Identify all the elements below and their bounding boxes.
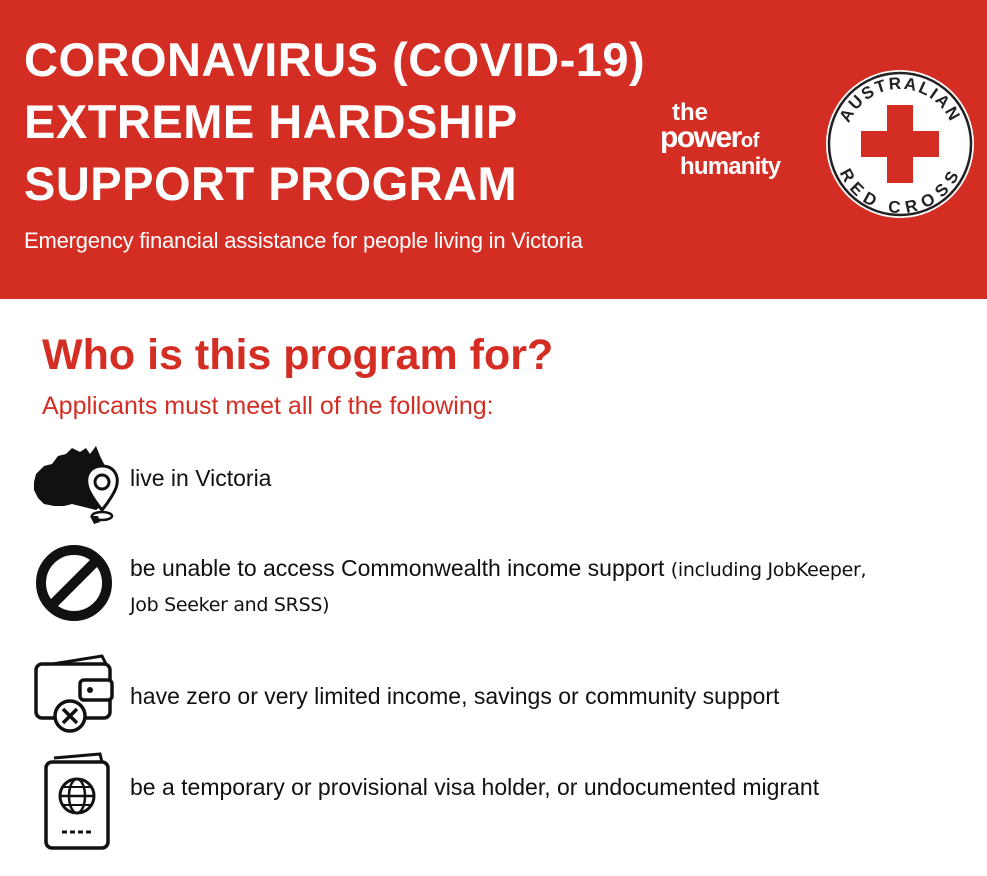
australia-map-pin-icon — [30, 444, 126, 536]
requirement-1-text: live in Victoria — [130, 465, 272, 491]
requirement-2-detail-1: (including JobKeeper, — [670, 559, 867, 581]
tagline-power: power — [660, 121, 741, 154]
program-title-line-3: SUPPORT PROGRAM — [24, 157, 518, 210]
program-title-line-2: EXTREME HARDSHIP — [24, 95, 518, 148]
section-lead: Applicants must meet all of the following: — [42, 392, 494, 420]
tagline-line-1: the — [672, 99, 708, 126]
requirement-3-text: have zero or very limited income, savings or community support — [130, 683, 780, 709]
passport-icon — [42, 752, 112, 852]
tagline-line-2 — [660, 121, 810, 154]
requirement-2-detail-2: Job Seeker and SRSS) — [130, 594, 330, 616]
svg-text:AUSTRALIAN: AUSTRALIAN — [835, 73, 965, 126]
tagline-of: of — [740, 130, 759, 152]
requirement-2-text — [130, 551, 866, 587]
svg-text:RED CROSS: RED CROSS — [835, 165, 965, 218]
section-heading: Who is this program for? — [42, 331, 554, 379]
prohibited-icon — [34, 543, 114, 623]
requirement-2-main: be unable to access Commonwealth income support — [130, 555, 671, 581]
program-title-line-1: CORONAVIRUS (COVID-19) — [24, 33, 646, 86]
red-cross-emblem-icon — [823, 70, 977, 218]
program-subtitle: Emergency financial assistance for people living in Victoria — [24, 228, 583, 253]
wallet-x-icon — [32, 650, 118, 736]
power-of-humanity-tagline — [660, 100, 810, 179]
requirement-4-text: be a temporary or provisional visa holder, or undocumented migrant — [130, 774, 820, 800]
tagline-line-3: humanity — [680, 153, 781, 180]
header-banner — [0, 0, 987, 299]
